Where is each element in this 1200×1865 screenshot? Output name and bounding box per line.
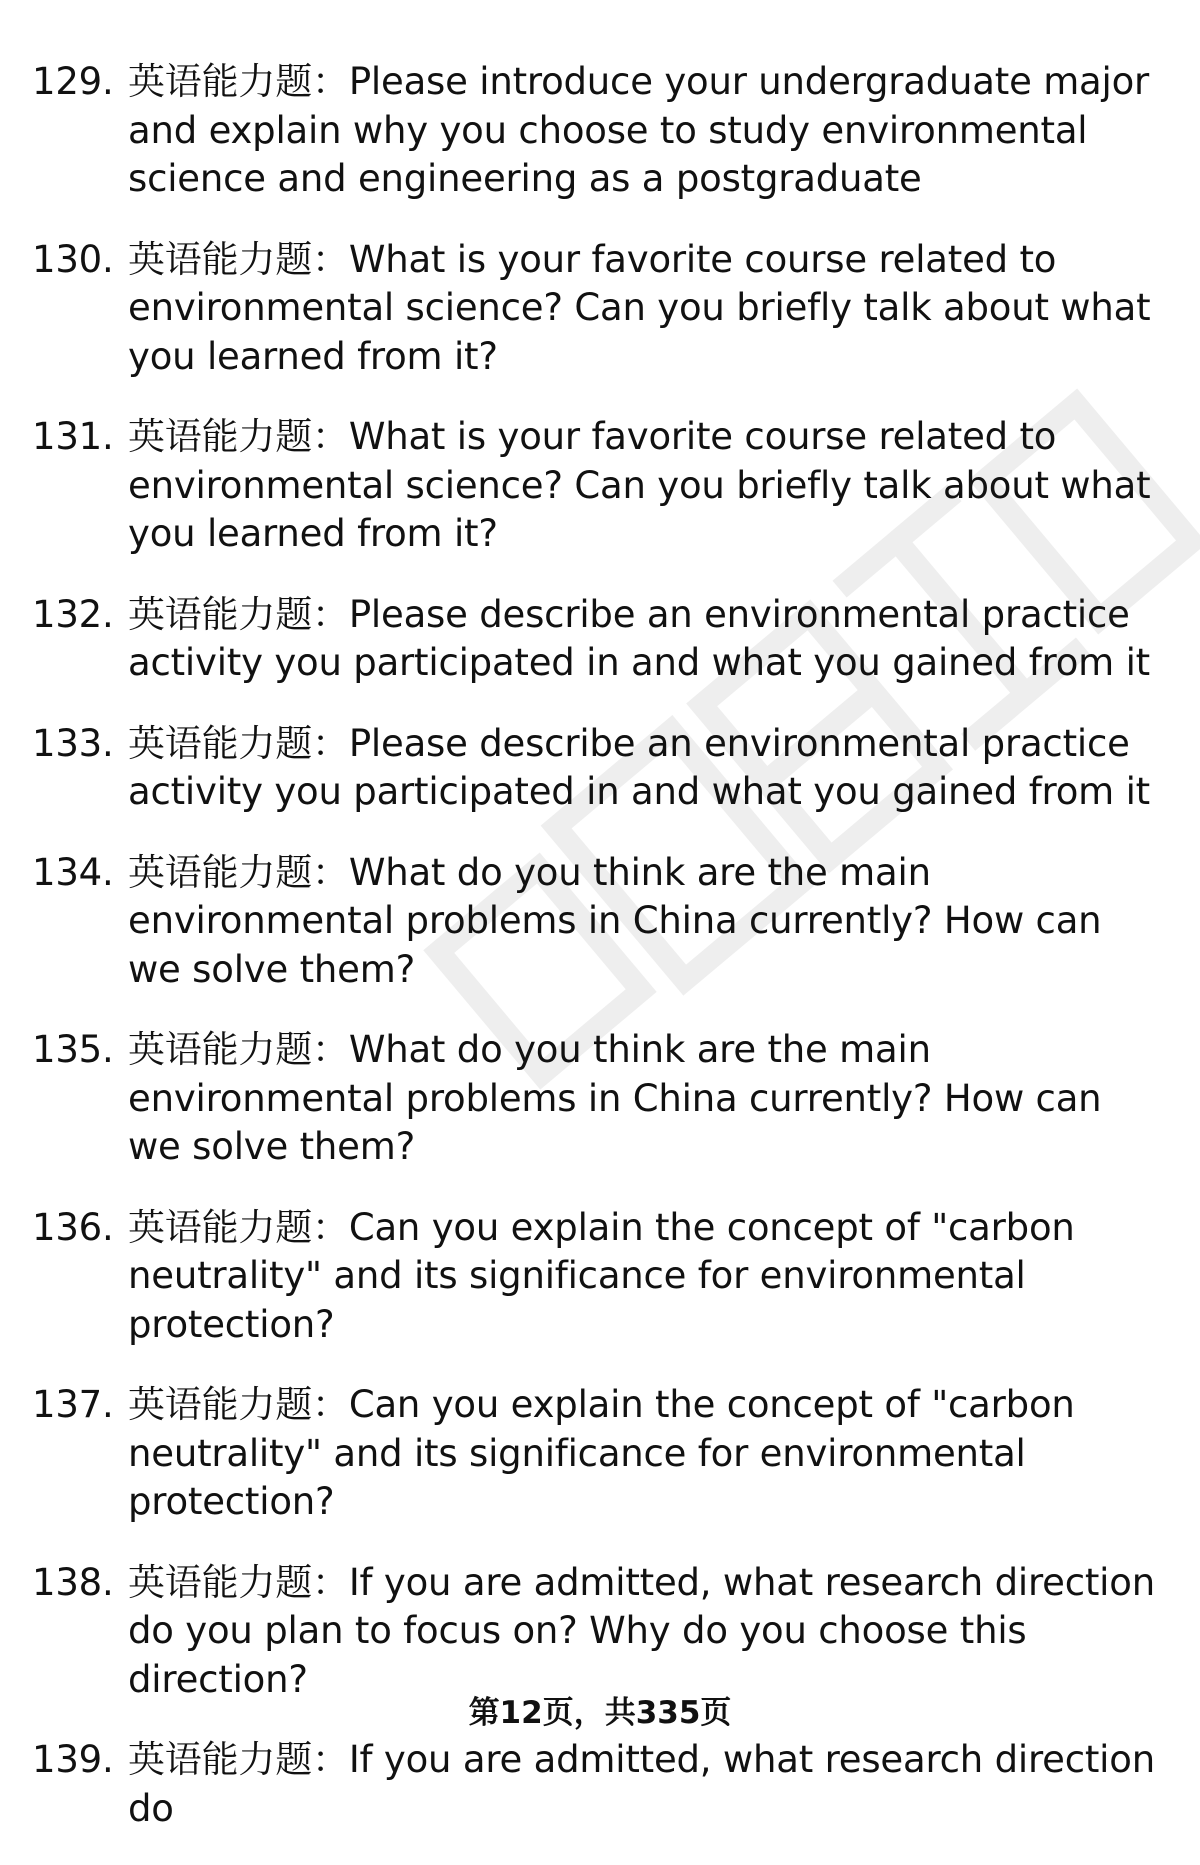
question-category-label: 英语能力题： [128, 237, 349, 281]
question-number: 138. [32, 1560, 114, 1604]
question-number: 133. [32, 721, 114, 765]
question-text: If you are admitted, what research direction do [128, 1738, 1155, 1830]
question-category-label: 英语能力题： [128, 1028, 349, 1071]
question-number: 136. [32, 1205, 114, 1249]
question-number: 130. [32, 237, 114, 281]
question-item [0, 849, 1200, 995]
question-item [0, 1204, 1200, 1350]
question-item [0, 1559, 1200, 1705]
question-number: 134. [32, 850, 114, 894]
question-category-label: 英语能力题： [128, 721, 349, 765]
question-text: What do you think are the main environmental problems in China currently? How can we solve them? [128, 1028, 1102, 1168]
question-number: 135. [32, 1028, 114, 1071]
question-number: 129. [32, 60, 114, 103]
question-category-label: 英语能力题： [128, 1738, 349, 1781]
question-number: 132. [32, 592, 114, 636]
question-number: 139. [32, 1738, 114, 1781]
question-text: What is your favorite course related to environmental science? Can you briefly talk about what you learned from it? [128, 237, 1151, 378]
question-text: Please describe an environmental practice activity you participated in and what you gained from it [128, 592, 1150, 684]
question-item [0, 720, 1200, 817]
question-category-label: 英语能力题： [128, 1205, 349, 1249]
question-item [0, 236, 1200, 382]
question-item [0, 58, 1200, 204]
question-text: If you are admitted, what research direction do you plan to focus on? Why do you choose this direction? [128, 1560, 1155, 1701]
question-category-label: 英语能力题： [128, 415, 349, 458]
page-number-footer: 第12页，共335页 [468, 1695, 732, 1731]
question-category-label: 英语能力题： [128, 592, 349, 636]
question-text: Can you explain the concept of "carbon neutrality" and its significance for environmental protection? [128, 1383, 1075, 1523]
question-category-label: 英语能力题： [128, 1383, 349, 1426]
question-category-label: 英语能力题： [128, 850, 349, 894]
question-text: Please describe an environmental practice activity you participated in and what you gained from it [128, 721, 1150, 813]
question-category-label: 英语能力题： [128, 60, 349, 103]
question-number: 137. [32, 1383, 114, 1426]
question-category-label: 英语能力题： [128, 1560, 349, 1604]
question-text: Please introduce your undergraduate major and explain why you choose to study environmental science and engineering as a postgraduate [128, 60, 1150, 200]
question-item [0, 1026, 1200, 1172]
question-number: 131. [32, 415, 114, 458]
question-item [0, 591, 1200, 688]
question-text: What do you think are the main environmental problems in China currently? How can we solve them? [128, 850, 1102, 991]
question-item [0, 413, 1200, 559]
question-item [0, 1381, 1200, 1527]
question-text: Can you explain the concept of "carbon neutrality" and its significance for environmental protection? [128, 1205, 1075, 1346]
question-text: What is your favorite course related to environmental science? Can you briefly talk about what you learned from it? [128, 415, 1151, 555]
question-list [0, 58, 1200, 1865]
question-item [0, 1736, 1200, 1833]
